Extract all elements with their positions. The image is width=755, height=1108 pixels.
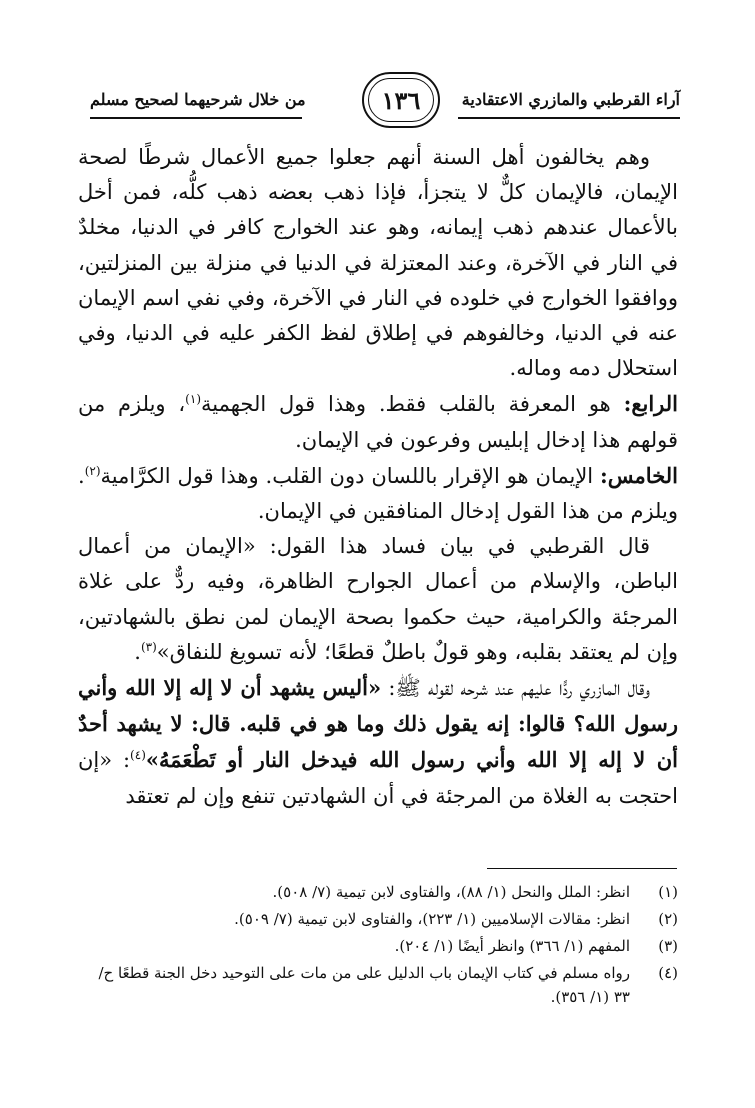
footnote-2: [78, 907, 678, 931]
label-fifth: الخامس:: [600, 462, 678, 488]
paragraph-4-end: .: [134, 639, 141, 664]
book-title: آراء القرطبي والمازري الاعتقادية: [461, 90, 680, 109]
footnote-text: المفهم (١/ ٣٦٦) وانظر أيضًا (١/ ٢٠٤).: [394, 937, 630, 955]
footnote-4: [78, 961, 678, 1009]
book-subtitle: من خلال شرحيهما لصحيح مسلم: [90, 90, 306, 109]
paragraph-2-text-end: ، ويلزم من قولهم هذا إدخال إبليس وفرعون في الإيمان.: [78, 392, 678, 452]
footnote-divider: [487, 868, 677, 869]
main-text: [78, 140, 678, 814]
paragraph-1: وهم يخالفون أهل السنة أنهم جعلوا جميع الأعمال شرطًا لصحة الإيمان، فالإيمان كلٌّ لا يتجزأ، فإذا ذهب بعضه ذهب كلُّه، فمن أخل بالأعمال عندهم ذهب إيمانه، وهو عند الخوارج كافر في الدنيا، مخلدٌ في النار في الآخرة، وعند المعتزلة في الدنيا في منزلة بين المنزلتين، ووافقوا الخوارج في خلوده في النار في الآخرة، وفي نفي اسم الإيمان عنه في الدنيا، وخالفوهم في إطلاق لفظ الكفر عليه في الدنيا، وفي استحلال دمه وماله.: [78, 145, 678, 381]
paragraph-4: [78, 529, 678, 670]
paragraph-2: [78, 386, 678, 457]
footnote-number: (٤): [658, 964, 678, 982]
footnote-number: (٣): [658, 937, 678, 955]
footnote-number: (١): [658, 883, 678, 901]
page-header: [90, 72, 680, 132]
footnote-text: رواه مسلم في كتاب الإيمان باب الدليل على من مات على التوحيد دخل الجنة قطعًا ح/ ٣٣ (١/ ٣٥٦).: [98, 964, 630, 1006]
footnote-ref-2[interactable]: (٢): [84, 463, 101, 478]
footnote-text: انظر: الملل والنحل (١/ ٨٨)، والفتاوى لابن تيمية (٧/ ٥٠٨).: [272, 883, 630, 901]
paragraph-3-text-end: . ويلزم من هذا القول إدخال المنافقين في الإيمان.: [78, 463, 678, 524]
header-rule-left: [90, 117, 302, 119]
paragraph-3-text: الإيمان هو الإقرار باللسان دون القلب. وهذا قول الكرَّامية: [100, 463, 601, 488]
footnote-ref-1[interactable]: (١): [185, 392, 201, 407]
label-fourth: الرابع:: [623, 391, 678, 417]
paragraph-5-text: وقال المازري ردًّا عليهم عند شرحه لقوله ﷺ:: [381, 676, 650, 701]
page-number: ١٣٦: [362, 72, 440, 128]
footnote-ref-3[interactable]: (٣): [140, 639, 157, 654]
footnotes: [78, 880, 678, 1012]
footnote-number: (٢): [658, 910, 678, 928]
footnote-ref-4[interactable]: (٤): [130, 748, 146, 763]
header-rule-right: [458, 117, 680, 119]
hadith-quote: «أليس يشهد أن لا إله إلا الله وأني رسول الله؟ قالوا: إنه يقول ذلك وما هو في قلبه. قال: لا يشهد أحدٌ أن لا إله إلا الله وأني رسول الله فيدخل النار أو تَطْعَمَهُ»: [78, 675, 679, 773]
paragraph-5-text-end: : «إن احتجت به الغلاة من المرجئة في أن الشهادتين تنفع وإن لم تعتقد: [78, 748, 678, 808]
paragraph-2-text: هو المعرفة بالقلب فقط. وهذا قول الجهمية: [201, 392, 624, 417]
footnote-text: انظر: مقالات الإسلاميين (١/ ٢٢٣)، والفتاوى لابن تيمية (٧/ ٥٠٩).: [234, 910, 630, 928]
footnote-1: [78, 880, 678, 904]
footnote-3: [78, 934, 678, 958]
paragraph-5: [78, 670, 678, 814]
paragraph-3: [78, 458, 678, 529]
paragraph-4-text: قال القرطبي في بيان فساد هذا القول: «الإيمان من أعمال الباطن، والإسلام من أعمال الجوارح الظاهرة، وفيه ردٌّ على غلاة المرجئة والكرامية، حيث حكموا بصحة الإيمان لمن نطق بالشهادتين، وإن لم يعتقد بقلبه، وهو قولٌ باطلٌ قطعًا؛ لأنه تسويغ للنفاق»: [78, 534, 678, 664]
